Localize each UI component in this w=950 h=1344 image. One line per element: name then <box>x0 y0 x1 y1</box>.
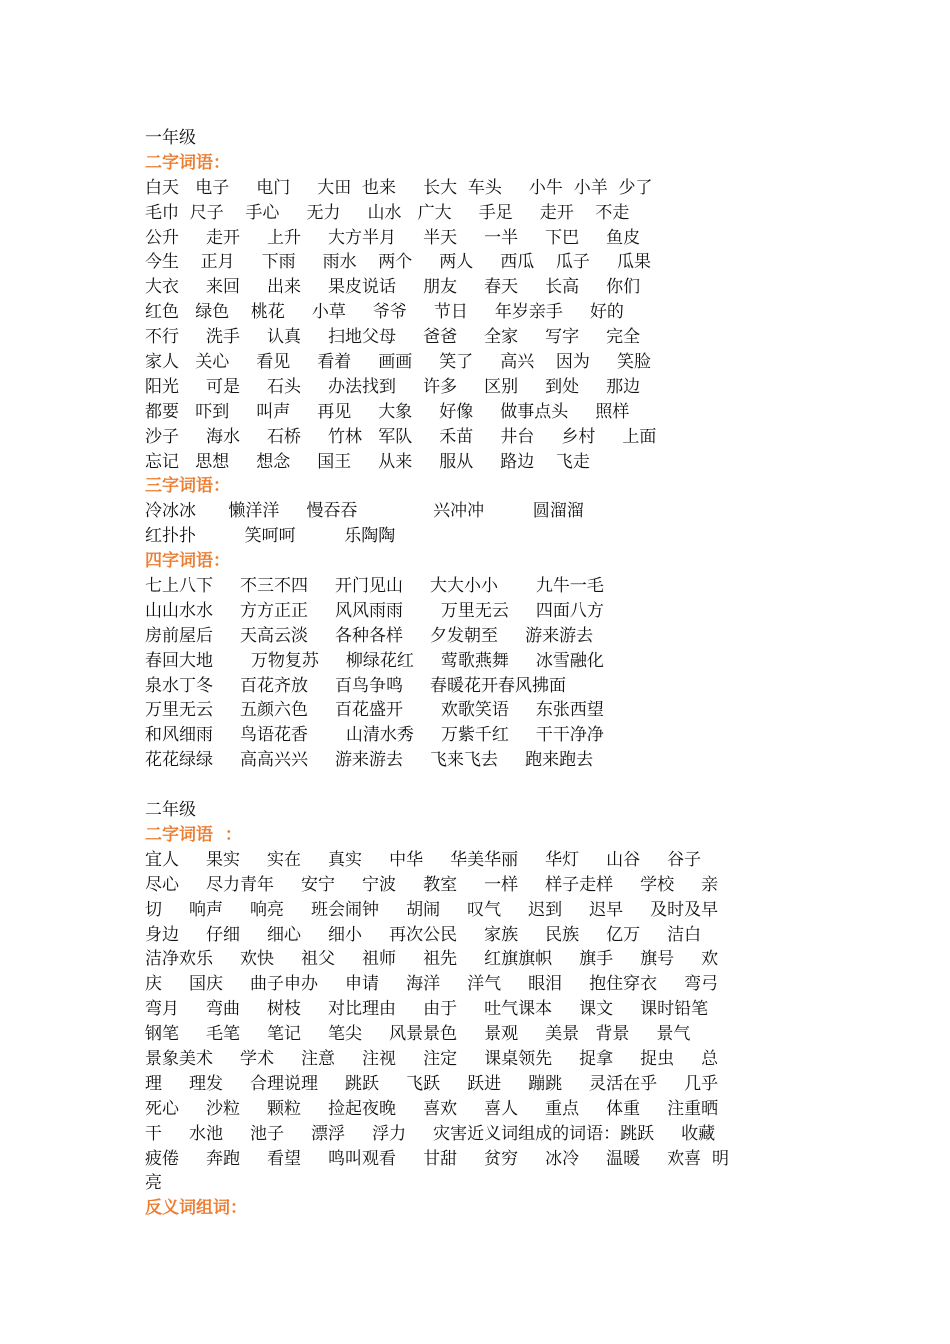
word-line: 红扑扑 笑呵呵 乐陶陶 <box>145 526 396 547</box>
word-line: 花花绿绿 高高兴兴 游来游去 飞来飞去 跑来跑去 <box>145 750 594 771</box>
word-line: 疲倦 奔跑 看望 鸣叫观看 甘甜 贫穷 冰冷 温暖 欢喜 明 <box>145 1148 729 1169</box>
grade1-three-char-list <box>145 499 815 549</box>
grade1-two-char-list <box>145 176 815 475</box>
word-line: 宜人 果实 实在 真实 中华 华美华丽 华灯 山谷 谷子 <box>145 849 702 870</box>
word-line: 阳光 可是 石头 办法找到 许多 区别 到处 那边 <box>145 376 641 397</box>
grade2-two-char-list <box>145 848 815 1196</box>
word-line: 公升 走开 上升 大方半月 半天 一半 下巴 鱼皮 <box>145 227 641 248</box>
word-line: 和风细雨 鸟语花香 山清水秀 万紫千红 干干净净 <box>145 725 604 746</box>
word-line: 毛巾 尺子 手心 无力 山水 广大 手足 走开 不走 <box>145 202 630 223</box>
grade1-two-char-heading: 二字词语： <box>145 152 230 173</box>
word-line: 春回大地 万物复苏 柳绿花红 莺歌燕舞 冰雪融化 <box>145 650 604 671</box>
word-line: 白天 电子 电门 大田 也来 长大 车头 小牛 小羊 少了 <box>145 177 653 198</box>
word-line: 大衣 来回 出来 果皮说话 朋友 春天 长高 你们 <box>145 277 641 298</box>
word-line: 钢笔 毛笔 笔记 笔尖 风景景色 景观 美景 背景 景气 <box>145 1024 691 1045</box>
grade1-four-char-list <box>145 574 815 773</box>
word-line: 景象美术 学术 注意 注视 注定 课桌领先 捉拿 捉虫 总 <box>145 1048 719 1069</box>
word-line: 房前屋后 天高云淡 各种各样 夕发朝至 游来游去 <box>145 625 594 646</box>
grade1-title: 一年级 <box>145 128 196 148</box>
grade1-three-char-heading: 三字词语： <box>145 476 230 497</box>
grade2-two-char-heading: 二字词语 ： <box>145 824 242 845</box>
word-line: 亮 <box>145 1173 162 1194</box>
word-line: 今生 正月 下雨 雨水 两个 两人 西瓜 瓜子 瓜果 <box>145 252 651 273</box>
word-line: 冷冰冰 懒洋洋 慢吞吞 兴冲冲 圆溜溜 <box>145 501 584 522</box>
word-line: 家人 关心 看见 看着 画画 笑了 高兴 因为 笑脸 <box>145 352 651 373</box>
word-line: 都要 吓到 叫声 再见 大象 好像 做事点头 照样 <box>145 401 630 422</box>
word-line: 死心 沙粒 颗粒 捡起夜晚 喜欢 喜人 重点 体重 注重晒 <box>145 1098 719 1119</box>
section-spacer <box>145 773 815 798</box>
word-line: 泉水丁冬 百花齐放 百鸟争鸣 春暖花开春风拂面 <box>145 675 567 696</box>
word-line: 干 水池 池子 漂浮 浮力 灾害近义词组成的词语：跳跃 收藏 <box>145 1123 716 1144</box>
word-line: 山山水水 方方正正 风风雨雨 万里无云 四面八方 <box>145 600 604 621</box>
word-line: 万里无云 五颜六色 百花盛开 欢歌笑语 东张西望 <box>145 700 604 721</box>
word-line: 洁净欢乐 欢快 祖父 祖师 祖先 红旗旗帜 旗手 旗号 欢 <box>145 949 719 970</box>
word-line: 切 响声 响亮 班会闹钟 胡闹 叹气 迟到 迟早 及时及早 <box>145 899 719 920</box>
word-line: 弯月 弯曲 树枝 对比理由 由于 吐气课本 课文 课时铅笔 <box>145 999 709 1020</box>
word-line: 沙子 海水 石桥 竹林 军队 禾苗 井台 乡村 上面 <box>145 426 657 447</box>
word-line: 忘记 思想 想念 国王 从来 服从 路边 飞走 <box>145 451 590 472</box>
word-line: 不行 洗手 认真 扫地父母 爸爸 全家 写字 完全 <box>145 327 641 348</box>
document-page <box>145 126 815 1221</box>
grade2-antonym-heading: 反义词组词： <box>145 1198 247 1219</box>
grade1-four-char-heading: 四字词语： <box>145 551 230 572</box>
grade2-title: 二年级 <box>145 800 196 821</box>
word-line: 七上八下 不三不四 开门见山 大大小小 九牛一毛 <box>145 576 604 597</box>
word-line: 理 理发 合理说理 跳跃 飞跃 跃进 蹦跳 灵活在乎 几乎 <box>145 1073 719 1094</box>
word-line: 红色 绿色 桃花 小草 爷爷 节日 年岁亲手 好的 <box>145 302 624 323</box>
word-line: 尽心 尽力青年 安宁 宁波 教室 一样 样子走样 学校 亲 <box>145 874 719 895</box>
word-line: 庆 国庆 曲子申办 申请 海洋 洋气 眼泪 抱住穿衣 弯弓 <box>145 974 719 995</box>
word-line: 身边 仔细 细心 细小 再次公民 家族 民族 亿万 洁白 <box>145 924 702 945</box>
